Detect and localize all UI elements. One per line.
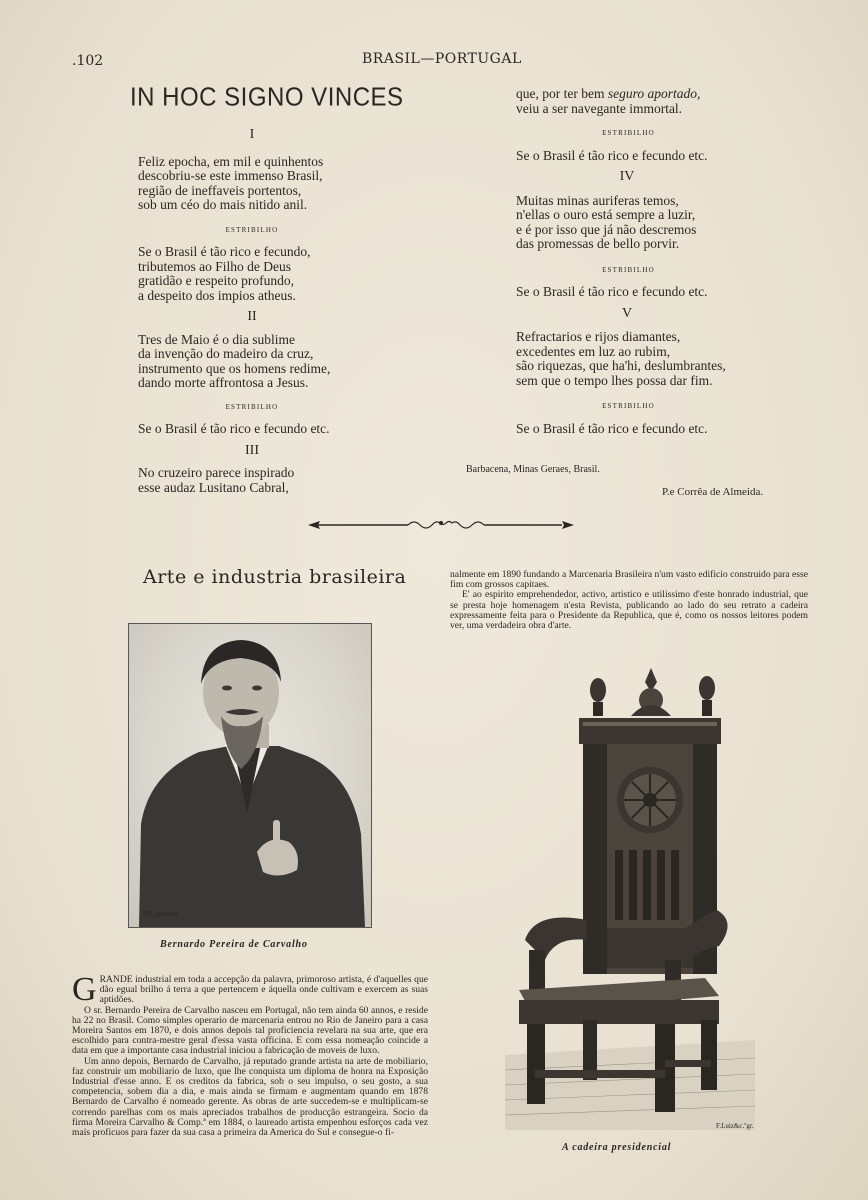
running-title: BRASIL—PORTUGAL [362, 51, 522, 67]
verse-line: descobriu-se este immenso Brasil, [138, 168, 323, 183]
verse-line: sob um céo do mais nitido anil. [138, 197, 308, 212]
verse-text: que, por ter bem [516, 86, 608, 101]
article-body-left [72, 971, 428, 1139]
verse-line: Se o Brasil é tão rico e fecundo etc. [516, 147, 708, 163]
paragraph: O sr. Bernardo Pereira de Carvalho nasceu em Portugal, não tem ainda 60 annos, e reside ha 22 no Brasil. Como simples operario de marcenaria entrou no Rio de Janeiro para a casa Moreira Santos em 1870, e dois annos depois tal proficiencia revelara na sua arte, que era escolhido para contra-mestre geral d'essa vasta officina. E com essa nomeação coincide a data em que a importante casa industrial iniciou a fabricação de moveis de luxo. [72, 1004, 428, 1057]
verse-line: sem que o tempo lhes possa dar fim. [516, 372, 713, 388]
verse-line: n'ellas o ouro está sempre a luzir, [516, 207, 696, 222]
stanza-number: IV [619, 169, 635, 184]
verse-line [516, 87, 756, 102]
refrain-label: ESTRIBILHO [225, 225, 279, 234]
refrain-label: ESTRIBILHO [602, 129, 655, 137]
verse-line: esse audaz Lusitano Cabral, [138, 479, 289, 495]
stanza-number: II [247, 309, 257, 324]
article-title: Arte e industria brasileira [143, 566, 407, 588]
verse-line: são riquezas, que ha'hi, deslumbrantes, [516, 358, 726, 373]
stanza-number: I [249, 127, 255, 142]
verse-line: gratidão e respeito profundo, [138, 273, 294, 288]
portrait-photo [128, 623, 372, 928]
verse-line: das promessas de bello porvir. [516, 236, 680, 251]
verse-emphasis: seguro aportado, [607, 86, 701, 101]
verse-line: Muitas minas auriferas temos, [516, 192, 679, 208]
hymn-title: IN HOC SIGNO VINCES [130, 82, 404, 113]
paragraph: E' ao espirito emprehendedor, activo, artistico e utilissimo d'este honrado industrial, que se presta hoje homenagem n'esta Revista, publicando ao lado do seu retrato a cadeira expressamente feita para o Presidente da Republica, que é, como os nossos leitores podem ver, uma verdadeira obra d'arte. [450, 589, 808, 632]
paragraph: nalmente em 1890 fundando a Marcenaria Brasileira n'um vasto edificio construido para esse fim com grossos capitaes. [450, 569, 808, 591]
portrait-illustration [129, 624, 371, 927]
verse-line: dando morte affrontosa a Jesus. [138, 375, 309, 390]
ornamental-divider [308, 518, 574, 532]
poem-place: Barbacena, Minas Geraes, Brasil. [466, 464, 600, 475]
verse-line: Refractarios e rijos diamantes, [516, 329, 681, 344]
verse-line: e é por isso que já não descremos [516, 221, 697, 237]
verse-line: No cruzeiro parece inspirado [138, 465, 295, 480]
chair-caption: A cadeira presidencial [562, 1142, 672, 1153]
verse-line: veiu a ser navegante immortal. [516, 100, 683, 116]
verse-line: Se o Brasil é tão rico e fecundo etc. [516, 420, 708, 436]
stanza-number: III [245, 442, 259, 458]
photo-caption: Bernardo Pereira de Carvalho [160, 939, 308, 950]
verse-line: Se o Brasil é tão rico e fecundo, [138, 244, 311, 259]
refrain-label: ESTRIBILHO [602, 402, 655, 410]
paragraph: Um anno depois, Bernardo de Carvalho, já reputado grande artista na arte de mobiliario, faz construir um mobiliario de luxo, que lhe conquista um diploma de honra na Exposição Industrial d'esse anno. E os creditos da fabrica, sob o seu impulso, o seu gosto, a sua competencia, sobem dia a dia, e mais ainda se firmam e augmentam quando em 1878 Bernardo de Carvalho é nomeado gerente. As obras de arte succedem-se e multiplicam-se correndo parelhas com os mais apreciados trabalhos de producção estrangeira. Socio da firma Moreira Carvalho & Comp.ª em 1884, o laureado artista empenhou esforços cada vez mais proficuos para fazer da sua casa a primeira da America do Sul e consegue-o fi- [72, 1055, 428, 1139]
verse-line: tributemos ao Filho de Deus [138, 258, 291, 274]
engraving-credit: F.Luiz&c.ºgr. [716, 1122, 754, 1130]
refrain-label: ESTRIBILHO [225, 402, 279, 411]
verse-line: Tres de Maio é o dia sublime [138, 331, 295, 347]
stanza-number: V [621, 305, 633, 321]
poem-left-column [138, 128, 358, 495]
page-number: .102 [72, 53, 104, 69]
photo-credit: Pill..gravura [143, 910, 178, 918]
presidential-chair-illustration [505, 660, 755, 1130]
dropcap: G [72, 971, 97, 1008]
verse-line: Se o Brasil é tão rico e fecundo etc. [138, 421, 330, 436]
verse-line: da invenção do madeiro da cruz, [138, 346, 314, 361]
refrain-label: ESTRIBILHO [602, 265, 655, 274]
verse-line: excedentes em luz ao rubim, [516, 343, 671, 359]
poem-right-column [516, 87, 756, 436]
verse-line: região de ineffaveis portentos, [138, 182, 302, 198]
verse-line: Feliz epocha, em mil e quinhentos [138, 153, 324, 169]
paragraph: RANDE industrial em toda a accepção da palavra, primoroso artista, é d'aquelles que dão egual brilho á terra a que pertencem e áquella onde cultivam e exercem as suas aptidões. [99, 974, 428, 1006]
verse-line: Se o Brasil é tão rico e fecundo etc. [516, 284, 708, 299]
verse-line: instrumento que os homens redime, [138, 360, 331, 376]
poem-author: P.e Corrêa de Almeida. [662, 486, 764, 498]
article-body-right [450, 570, 808, 631]
verse-line: a despeito dos impios atheus. [138, 287, 296, 303]
